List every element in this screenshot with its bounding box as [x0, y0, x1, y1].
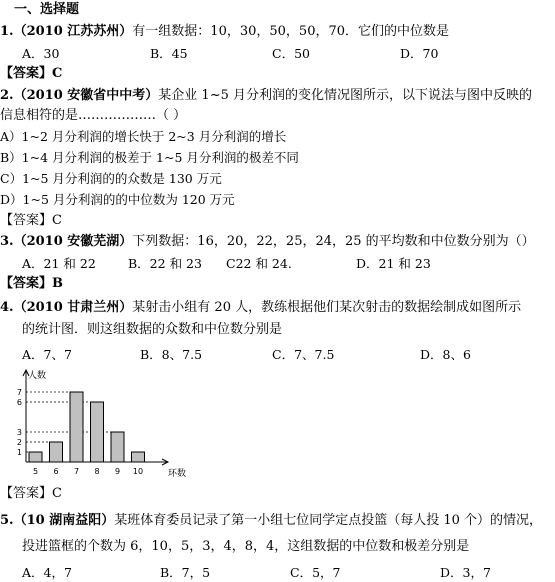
q5-line — [0, 513, 542, 529]
q4-option-b: B．8、7.5 — [140, 347, 203, 362]
q5-option-a: A．4，7 — [22, 565, 72, 580]
q1-stem: 有一组数据：10，30，50，50，70．它们的中位数是 — [132, 24, 450, 39]
q4-answer-label: 【答案】 — [0, 486, 53, 501]
q4-option-a: A．7、7 — [22, 347, 72, 362]
q3-line — [0, 234, 535, 250]
bar — [29, 452, 42, 462]
q4-answer — [0, 486, 62, 502]
q2-stem-1: 某企业 1~5 月分利润的变化情况图所示，以下说法与图中反映的 — [158, 88, 532, 103]
q4-option-c: C．7、7.5 — [272, 347, 335, 362]
q2-line — [0, 88, 532, 104]
q2-option-a: A）1~2 月分利润的增长快于 2~3 月分利润的增长 — [0, 129, 287, 144]
q2-number: 2. — [0, 88, 14, 103]
y-tick-label: 3 — [16, 428, 22, 437]
chart-layer — [17, 370, 168, 476]
q4-stem-1: 某射击小组有 20 人，教练根据他们某次射击的数据绘制成如图所示 — [132, 300, 522, 315]
q1-line — [0, 24, 449, 40]
q1-answer-value: C — [52, 66, 63, 81]
q5-option-b: B．7，5 — [160, 565, 211, 580]
x-tick-label: 8 — [94, 467, 100, 476]
q2-answer — [0, 213, 62, 229]
q5-number: 5. — [0, 513, 14, 528]
x-tick-label: 7 — [73, 467, 80, 476]
section-title: 一、选择题 — [14, 2, 80, 17]
bar — [111, 432, 124, 462]
q3-option-a: A．21 和 22 — [22, 256, 96, 271]
q4-source: （2010 甘肃兰州） — [13, 300, 133, 315]
y-tick-label: 2 — [16, 438, 22, 447]
q2-option-d: D）1~5 月分利润的的中位数为 120 万元 — [0, 192, 235, 207]
q4-option-d: D．8、6 — [420, 347, 471, 362]
q1-source: （2010 江苏苏州） — [13, 24, 133, 39]
bar — [70, 392, 83, 462]
bar — [91, 402, 104, 462]
q1-number: 1. — [0, 24, 14, 39]
chart-ylabel: 人数 — [28, 371, 47, 381]
y-tick-label: 7 — [16, 388, 22, 397]
q3-stem: 下列数据：16，20，22，25，24，25 的平均数和中位数分别为（） — [132, 234, 535, 249]
q2-source: （2010 安徽省中中考） — [13, 88, 159, 103]
q1-option-b: B．45 — [150, 46, 188, 61]
q3-option-c: C22 和 24. — [226, 256, 292, 271]
q2-stem-2: 信息相符的是………………（ ） — [0, 108, 187, 123]
bar — [50, 442, 63, 462]
q3-answer-value: B — [52, 276, 64, 291]
bar — [132, 452, 145, 462]
q2-answer-value: C — [52, 213, 62, 228]
q5-stem-1: 某班体育委员记录了第一小组七位同学定点投篮（每人投 10 个）的情况， — [114, 513, 543, 528]
q2-option-c: C）1~5 月分利润的的众数是 130 万元 — [0, 171, 222, 186]
q3-option-b: B．22 和 23 — [128, 256, 202, 271]
q5-source: （10 湖南益阳） — [13, 513, 115, 528]
x-tick-label: 10 — [132, 467, 144, 476]
q1-option-c: C．50 — [272, 46, 310, 61]
q4-line — [0, 300, 521, 316]
q3-number: 3. — [0, 234, 14, 249]
q1-answer — [0, 66, 62, 82]
q4-number: 4. — [0, 300, 14, 315]
q1-option-d: D．70 — [400, 46, 439, 61]
q5-option-c: C．5，7 — [290, 565, 341, 580]
y-tick-label: 6 — [16, 398, 22, 407]
q3-option-d: D．21 和 23 — [356, 256, 431, 271]
y-tick-label: 1 — [16, 448, 22, 457]
q2-option-b: B）1~4 月分利润的极差于 1~5 月分利润的极差不同 — [0, 150, 299, 165]
q2-answer-label: 【答案】 — [0, 213, 53, 228]
x-tick-label: 6 — [53, 467, 59, 476]
x-tick-label: 9 — [114, 467, 121, 476]
q3-source: （2010 安徽芜湖） — [13, 234, 133, 249]
q4-answer-value: C — [52, 486, 62, 501]
q4-stem-2: 的统计图．则这组数据的众数和中位数分别是 — [22, 322, 283, 337]
q3-answer-label: 【答案】 — [0, 276, 53, 291]
q5-stem-2: 投进篮框的个数为 6，10，5，3，4，8，4，这组数据的中位数和极差分别是 — [22, 539, 470, 554]
q1-answer-label: 【答案】 — [0, 66, 53, 81]
x-tick-label: 5 — [32, 467, 39, 476]
chart-xlabel: 环数 — [168, 469, 187, 479]
q5-option-d: D．3，7 — [440, 565, 491, 580]
q4-bar-chart — [0, 362, 200, 484]
q3-answer — [0, 276, 63, 292]
q1-option-a: A．30 — [22, 46, 60, 61]
